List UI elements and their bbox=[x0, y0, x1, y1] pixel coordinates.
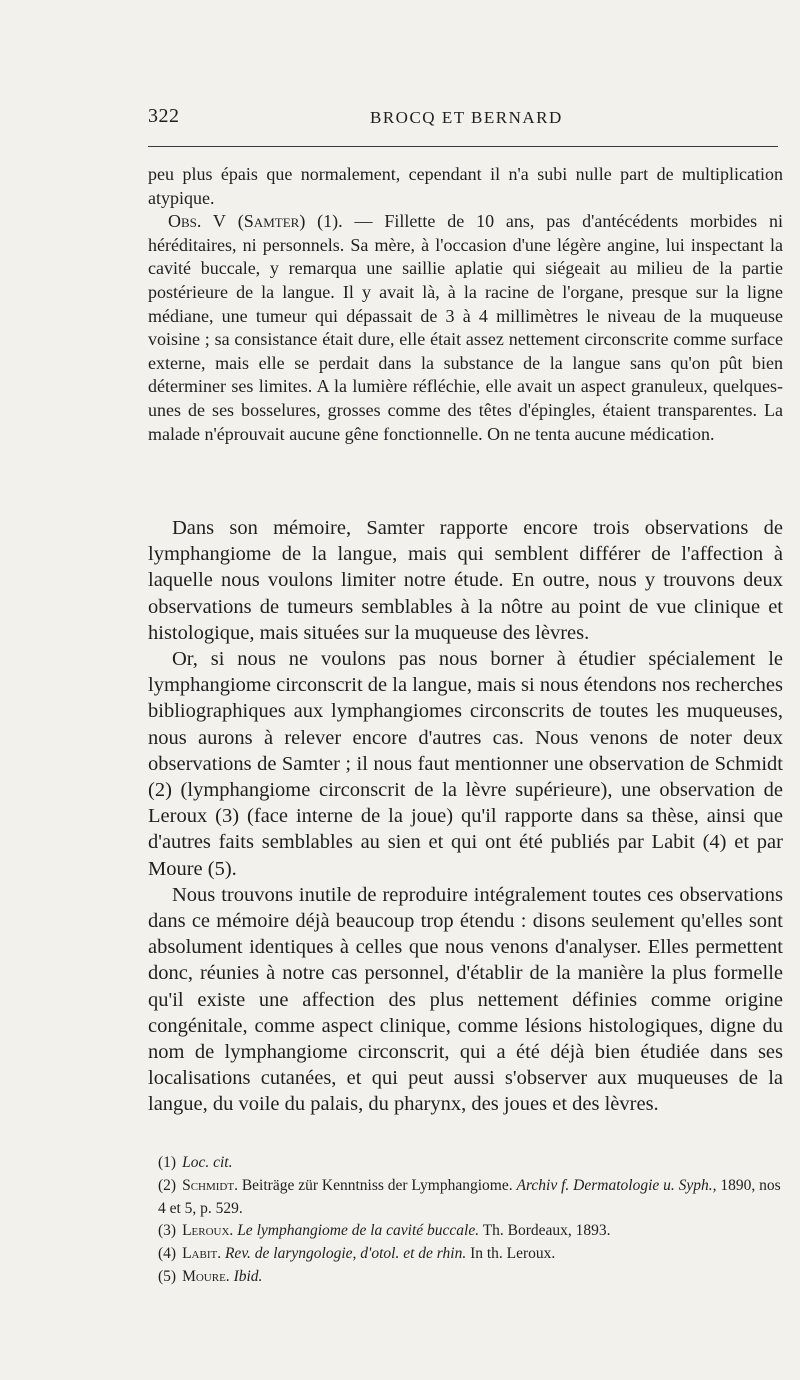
footnote-title: Ibid. bbox=[233, 1267, 263, 1285]
footnote-title: Loc. cit. bbox=[182, 1154, 233, 1171]
footnote-title: Rev. de laryngologie, d'otol. et de rhin. bbox=[224, 1245, 467, 1263]
body-paragraph-3: Nous trouvons inutile de reproduire intégralement toutes ces observations dans ce mémoire déjà beaucoup trop étendu : disons seulement qu'elles sont absolument identiques à celles que nous venons d'analyser. Elles permettent donc, réunies à notre cas personnel, d'établir de la manière la plus formelle qu'il existe une affection des plus nettement définies comme origine congénitale, comme aspect clinique, comme lésions histologiques, digne du nom de lymphangiome circonscrit, qui a été déjà bien étudiée dans ses localisations cutanées, et qui peut aussi s'observer aux muqueuses de la langue, du voile du palais, du pharynx, des joues et des lèvres. bbox=[148, 883, 783, 1116]
footnote-number: (5) bbox=[158, 1267, 177, 1285]
footnote-title: Le lymphangiome de la cavité buccale. bbox=[237, 1222, 480, 1240]
footnote-rest: 1890, nos 4 et 5, p. 529. bbox=[158, 1176, 781, 1217]
obs-text: — Fillette de 10 ans, pas d'antécédents morbides ni héréditaires, ni personnels. Sa mère, à l'occasion d'une légère angine, lui inspectant la cavité buccale, y remarqua une saillie aplatie qui siégeait au milieu de la partie postérieure de la langue. Il y avait là, à la racine de l'organe, presque sur la ligne médiane, une tumeur qui dépassait de 3 à 4 millimètres le niveau de la muqueuse voisine ; sa consistance était dure, elle était assez nettement circonscrite comme surface externe, mais elle se perdait dans la substance de la langue sans qu'on pût bien déterminer ses limites. A la lumière réfléchie, elle avait un aspect granuleux, quelques-unes de ses bosselures, grosses comme des têtes d'épingles, étaient transparentes. La malade n'éprouvait aucune gêne fonctionnelle. On ne tenta aucune médication. bbox=[148, 211, 784, 444]
observation-paragraph: Obs. V (Samter) (1). — Fillette de 10 ans, pas d'antécédents morbides ni héréditaires, ni personnels. Sa mère, à l'occasion d'une légère angine, lui inspectant la cavité buccale, y remarqua une saillie aplatie qui siégeait au milieu de la partie postérieure de la langue. Il y avait là, à la racine de l'organe, presque sur la ligne médiane, une tumeur qui dépassait de 3 à 4 millimètres le niveau de la muqueuse voisine ; sa consistance était dure, elle était assez nettement circonscrite comme surface externe, mais elle se perdait dans la substance de la langue sans qu'on pût bien déterminer ses limites. A la lumière réfléchie, elle avait un aspect granuleux, quelques-unes de ses bosselures, grosses comme des têtes d'épingles, étaient transparentes. La malade n'éprouvait aucune gêne fonctionnelle. On ne tenta aucune médication. bbox=[148, 211, 784, 444]
main-text bbox=[148, 515, 783, 1118]
obs-ref: (1). bbox=[317, 211, 343, 232]
footnote-author: Schmidt. bbox=[182, 1176, 238, 1194]
footnote-number: (2) bbox=[158, 1176, 177, 1194]
page-number: 322 bbox=[148, 105, 180, 127]
header-rule bbox=[148, 146, 778, 147]
running-head: BROCQ ET BERNARD bbox=[370, 108, 563, 127]
footnote-1 bbox=[158, 1152, 783, 1175]
footnotes bbox=[158, 1152, 783, 1289]
page-header bbox=[148, 105, 788, 135]
footnote-number: (3) bbox=[158, 1222, 177, 1240]
footnote-rest: Th. Bordeaux, 1893. bbox=[482, 1222, 611, 1240]
footnote-number: (4) bbox=[158, 1245, 177, 1263]
footnote-author: Labit. bbox=[182, 1245, 222, 1263]
footnote-rest: In th. Leroux. bbox=[470, 1245, 556, 1263]
obs-author: Samter bbox=[243, 211, 300, 232]
footnote-3 bbox=[158, 1220, 783, 1243]
body-paragraph-2: Or, si nous ne voulons pas nous borner à étudier spécialement le lymphangiome circonscrit de la langue, mais si nous étendons nos recherches bibliographiques aux lymphangiomes circonscrits de toutes les muqueuses, nous aurons à relever encore d'autres cas. Nous venons de noter deux observations de Samter ; il nous faut mentionner une observation de Schmidt (2) (lymphangiome circonscrit de la lèvre supérieure), une observation de Leroux (3) (face interne de la joue) qu'il rapporte dans sa thèse, ainsi que d'autres faits semblables au sien et qui ont été publiés par Labit (4) et par Moure (5). bbox=[148, 648, 783, 880]
footnote-5 bbox=[158, 1266, 783, 1289]
obs-label: Obs. V bbox=[168, 211, 226, 232]
footnote-number: (1) bbox=[158, 1154, 177, 1171]
footnote-author: Leroux. bbox=[182, 1222, 234, 1240]
observation-block bbox=[148, 163, 783, 446]
footnote-pre: Beiträge zür Kenntniss der Lymphangiome. bbox=[241, 1176, 513, 1194]
footnote-2 bbox=[158, 1175, 783, 1221]
footnote-title: Archiv f. Dermatologie u. Syph., bbox=[516, 1176, 717, 1194]
continuation-paragraph: peu plus épais que normalement, cependant il n'a subi nulle part de multiplication atypique. bbox=[148, 164, 783, 208]
footnote-author: Moure. bbox=[182, 1267, 230, 1285]
footnote-4 bbox=[158, 1243, 783, 1266]
body-paragraph-1: Dans son mémoire, Samter rapporte encore trois observations de lymphangiome de la langue, mais qui semblent différer de l'affection à laquelle nous voulons limiter notre étude. En outre, nous y trouvons deux observations de tumeurs semblables à la nôtre au point de vue clinique et histologique, mais situées sur la muqueuse des lèvres. bbox=[148, 517, 783, 644]
